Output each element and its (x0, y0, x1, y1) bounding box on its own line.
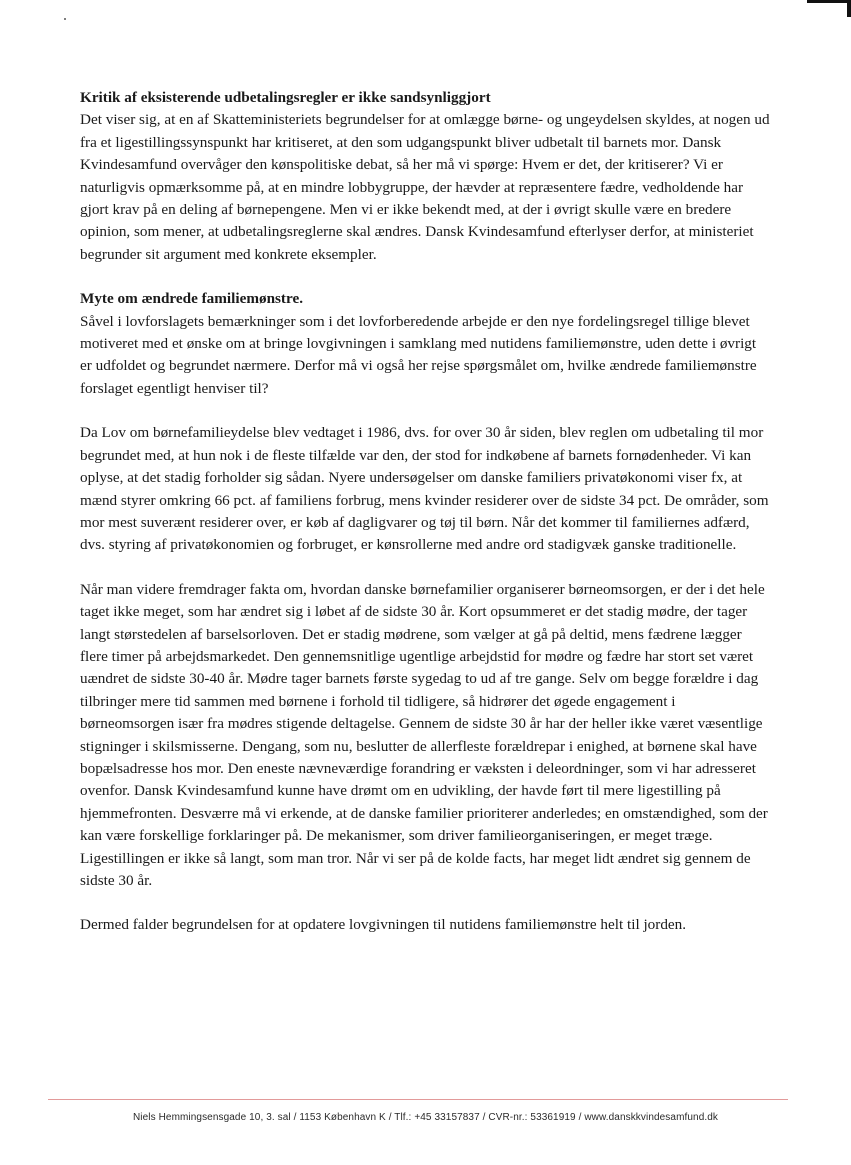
section-myte (80, 288, 770, 400)
footer-address: Niels Hemmingsensgade 10, 3. sal / 1153 København K / Tlf.: +45 33157837 / CVR-nr.: 53361919 / www.danskkvindesamfund.dk (132, 1112, 719, 1123)
paragraph-lov-1986: Da Lov om børnefamilieydelse blev vedtaget i 1986, dvs. for over 30 år siden, blev reglen om udbetaling til mor begrundet med, at hun nok i de fleste tilfælde var den, der stod for indkøbene af barnets fornødenheder. Vi kan oplyse, at det stadig forholder sig sådan. Nyere undersøgelser om danske familiers privatøkonomi viser fx, at mænd styrer omkring 66 pct. af familiens forbrug, mens kvinder residerer over de sidste 34 pct. De områder, som mor mest suverænt residerer over, er køb af dagligvarer og tøj til børn. Når det kommer til familiernes adfærd, dvs. styring af privatøkonomien og forbruget, er kønsrollerne med andre ord stadigvæk ganske traditionelle. (80, 424, 769, 554)
paragraph-konklusion: Dermed falder begrundelsen for at opdatere lovgivningen til nutidens familiemønstre helt til jorden. (80, 916, 687, 934)
paragraph-boerneomsorg: Når man videre fremdrager fakta om, hvordan danske børnefamilier organiserer børneomsorgen, er der i det hele taget ikke meget, som har ændret sig i løbet af de sidste 30 år. Kort opsummeret er det stadig mødre, der tager langt størstedelen af barselsorloven. Det er stadig mødrene, som vælger at gå på deltid, mens fædrene lægger flere timer på arbejdsmarkedet. Den gennemsnitlige ugentlige arbejdstid for mødre og fædre har stort set været uændret de sidste 30-40 år. Mødre tager barnets første sygedag to ud af tre gange. Selv om begge forældre i dag tilbringer mere tid sammen med børnene i forhold til tidligere, så hidrører det øgede engagement i børneomsorgen især fra mødres stigende deltagelse. Gennem de sidste 30 år har der heller ikke været væsentlige stigninger i skilsmisserne. Dengang, som nu, beslutter de allerfleste forældrepar i enighed, at børnene skal have bopælsadresse hos mor. Den eneste nævneværdige forandring er væksten i deleordninger, som vi har adresseret ovenfor. Dansk Kvindesamfund kunne have drømt om en udvikling, der havde ført til mere ligestilling på hjemmefronten. Desværre må vi erkende, at de danske familier prioriterer anderledes; en omstændighed, som der kan være forskellige forklaringer på. De mekanismer, som driver familieorganiseringen, er meget træge. Ligestillingen er ikke så langt, som man tror. Når vi ser på de kolde facts, har meget lidt ændret sig gennem de sidste 30 år. (80, 580, 768, 889)
scan-edge-mark (807, 0, 851, 17)
section-heading: Myte om ændrede familiemønstre. (80, 290, 303, 308)
section-paragraph: Det viser sig, at en af Skatteministeriets begrundelser for at omlægge børne- og ungeydelsen skyldes, at nogen ud fra et ligestillingssynspunkt har kritiseret, at den som udgangspunkt bliver udbetalt til barnets mor. Dansk Kvindesamfund overvåger den kønspolitiske debat, så her må vi spørge: Hvem er det, der kritiserer? Vi er naturligvis opmærksomme på, at en mindre lobbygruppe, der hævder at repræsentere fædre, vedholdende har gjort krav på en deling af børnepengene. Men vi er ikke bekendt med, at der i øvrigt skulle være en bredere opinion, som mener, at udbetalingsreglerne skal ændres. Dansk Kvindesamfund efterlyser derfor, at ministeriet begrunder sit argument med konkrete eksempler. (80, 111, 770, 263)
letter-body (80, 87, 770, 959)
section-kritik (80, 87, 770, 266)
footer-divider (48, 1099, 788, 1100)
scan-speck (64, 18, 66, 20)
section-paragraph: Såvel i lovforslagets bemærkninger som i det lovforberedende arbejde er den nye fordelingsregel tillige blevet motiveret med et ønske om at bringe lovgivningen i samklang med nutidens familiemønstre, uden dette i øvrigt er udfoldet og begrundet nærmere. Derfor må vi også her rejse spørgsmålet om, hvilke ændrede familiemønstre forslaget egentligt henviser til? (80, 312, 757, 397)
section-heading: Kritik af eksisterende udbetalingsregler er ikke sandsynliggjort (80, 89, 491, 106)
